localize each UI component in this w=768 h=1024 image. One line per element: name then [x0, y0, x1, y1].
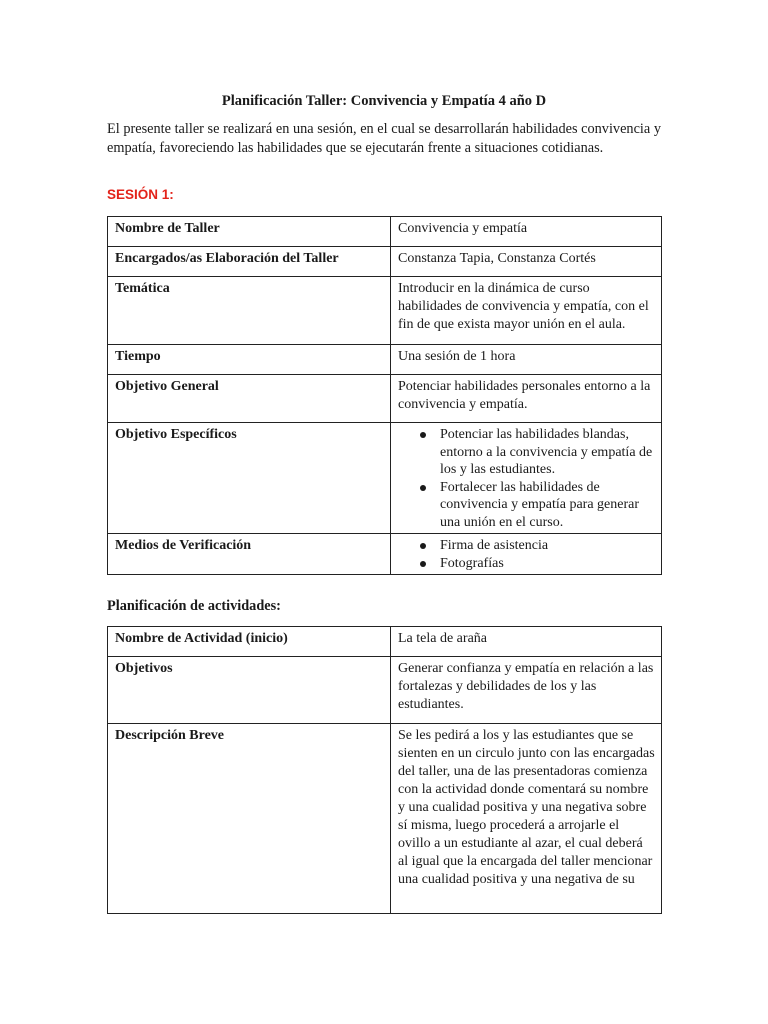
- table-row: [108, 657, 662, 724]
- row-label: Nombre de Actividad (inicio): [108, 627, 391, 657]
- row-value: Potenciar habilidades personales entorno a la convivencia y empatía.: [391, 375, 662, 423]
- table-row: [108, 277, 662, 345]
- row-value: [391, 423, 662, 534]
- row-label: Temática: [108, 277, 391, 345]
- specific-objectives-list: [398, 426, 655, 531]
- table-row: [108, 627, 662, 657]
- table-row: [108, 534, 662, 575]
- table-row: [108, 375, 662, 423]
- document-title: Planificación Taller: Convivencia y Empatía 4 año D: [221, 93, 547, 109]
- table-row: [108, 724, 662, 914]
- row-label: Encargados/as Elaboración del Taller: [108, 247, 391, 277]
- workshop-table: [107, 216, 662, 575]
- session-label: SESIÓN 1:: [107, 187, 174, 202]
- list-item: Fotografías: [440, 555, 655, 573]
- row-value: Introducir en la dinámica de curso habilidades de convivencia y empatía, con el fin de que exista mayor unión en el aula.: [391, 277, 662, 345]
- row-value: Una sesión de 1 hora: [391, 345, 662, 375]
- row-value: Convivencia y empatía: [391, 217, 662, 247]
- row-label: Nombre de Taller: [108, 217, 391, 247]
- row-value: Constanza Tapia, Constanza Cortés: [391, 247, 662, 277]
- table-row: [108, 345, 662, 375]
- row-value: La tela de araña: [391, 627, 662, 657]
- verification-list: [398, 537, 655, 572]
- intro-paragraph: El presente taller se realizará en una sesión, en el cual se desarrollarán habilidades convivencia y empatía, favoreciendo las habilidades que se ejecutarán frente a situaciones cotidianas.: [107, 121, 661, 156]
- row-label: Medios de Verificación: [108, 534, 391, 575]
- activity-table: [107, 626, 662, 914]
- list-item: Fortalecer las habilidades de convivencia y empatía para generar una unión en el curso.: [440, 479, 655, 532]
- row-value: Se les pedirá a los y las estudiantes que se sienten en un circulo junto con las encargadas del taller, una de las presentadoras comienza con la actividad donde comentará su nombre y una cualidad positiva y una negativa sobre sí misma, luego procederá a arrojarle el ovillo a un estudiante al azar, el cual deberá al igual que la encargada del taller mencionar una cualidad positiva y una negativa de su: [391, 724, 662, 914]
- row-label: Descripción Breve: [108, 724, 391, 914]
- row-label: Tiempo: [108, 345, 391, 375]
- row-value: Generar confianza y empatía en relación a las fortalezas y debilidades de los y las estudiantes.: [391, 657, 662, 724]
- table-row: [108, 423, 662, 534]
- row-value: [391, 534, 662, 575]
- activities-heading: Planificación de actividades:: [107, 598, 281, 614]
- row-label: Objetivo Específicos: [108, 423, 391, 534]
- table-row: [108, 217, 662, 247]
- list-item: Potenciar las habilidades blandas, entorno a la convivencia y empatía de los y las estudiantes.: [440, 426, 655, 479]
- table-row: [108, 247, 662, 277]
- row-label: Objetivo General: [108, 375, 391, 423]
- row-label: Objetivos: [108, 657, 391, 724]
- list-item: Firma de asistencia: [440, 537, 655, 555]
